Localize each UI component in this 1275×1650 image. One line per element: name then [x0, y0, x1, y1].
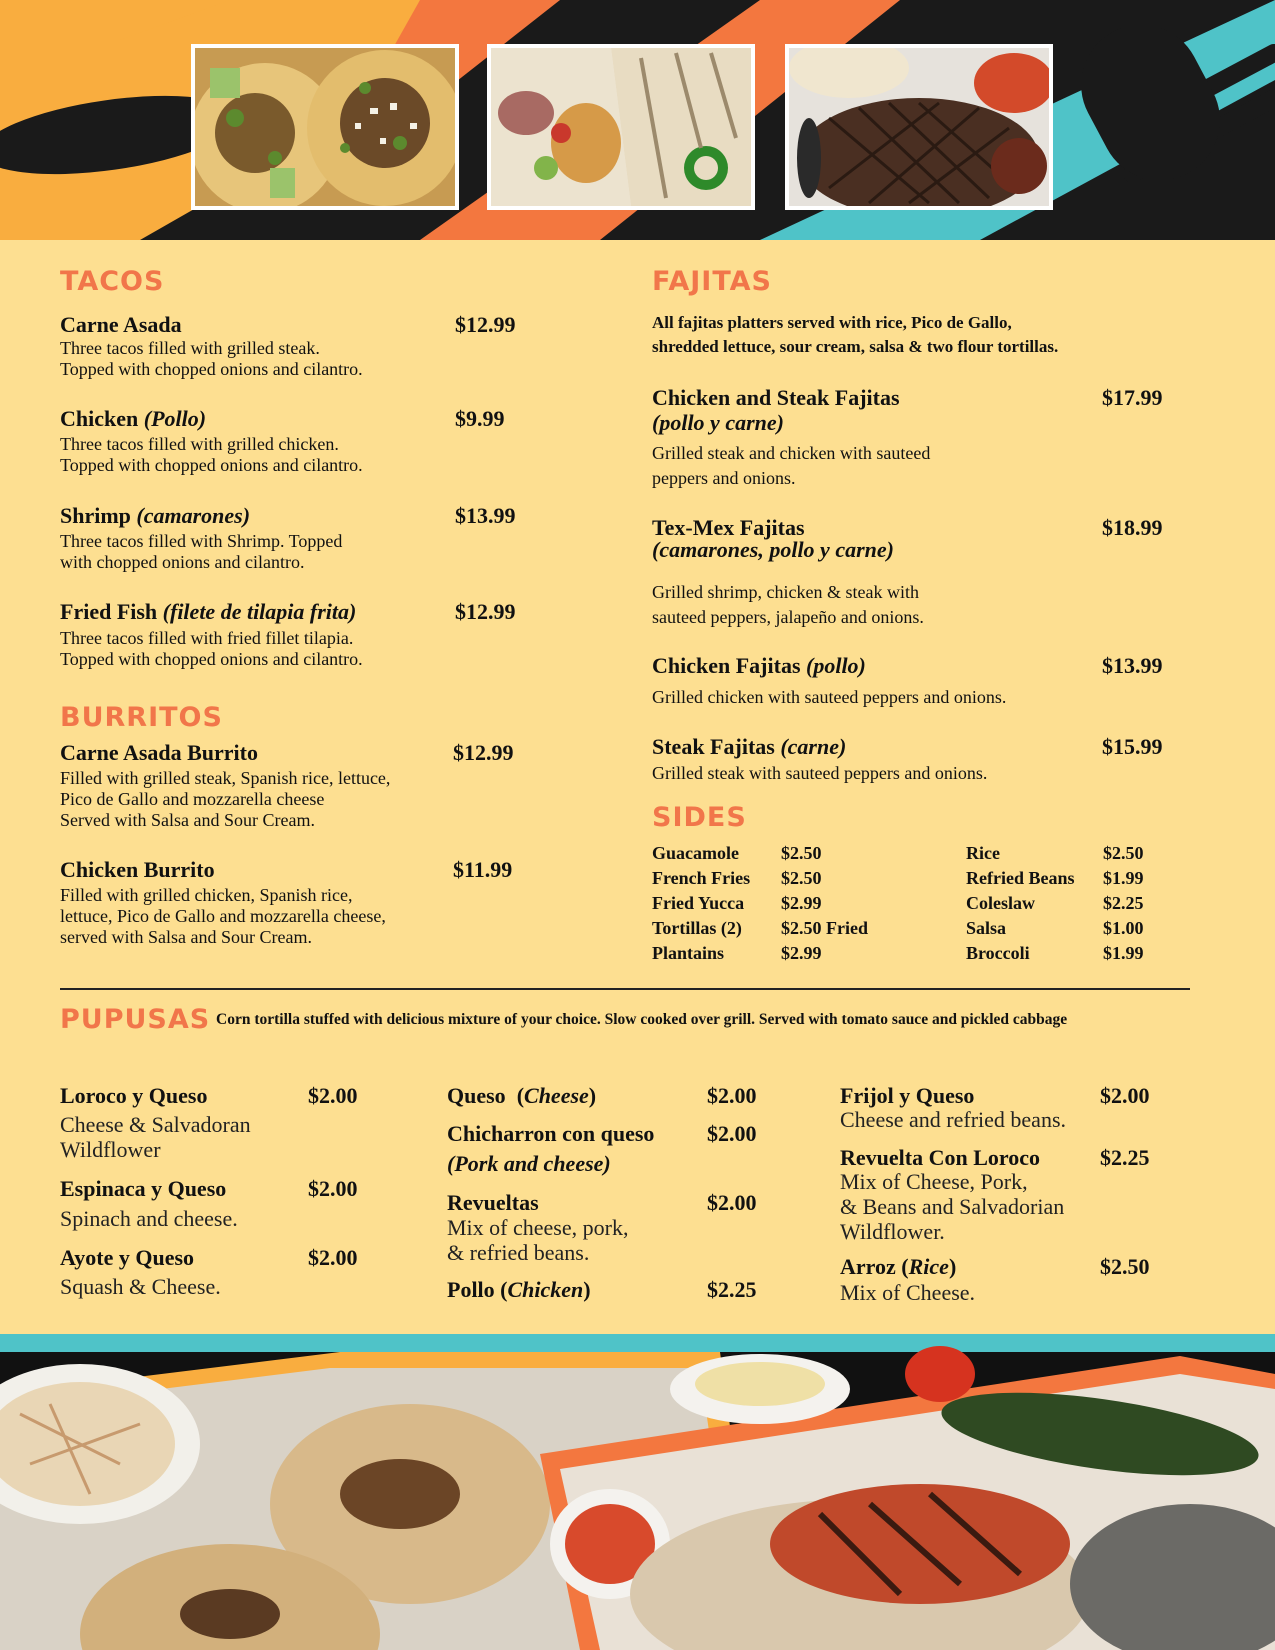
- side-name: Tortillas (2): [652, 918, 742, 938]
- item-name-text: Queso: [447, 1083, 506, 1108]
- side-name: Plantains: [652, 943, 725, 963]
- side-name: Salsa: [966, 918, 1007, 938]
- item-name-text: Shrimp: [60, 503, 131, 528]
- item-description: Mix of Cheese.: [840, 1280, 976, 1305]
- side-name: Refried Beans: [966, 868, 1075, 888]
- pupusas-subtitle: Corn tortilla stuffed with delicious mixture of your choice. Slow cooked over grill. Served with tomato sauce and pickled cabbage: [216, 1011, 1068, 1028]
- item-name: Carne Asada Burrito: [60, 740, 258, 765]
- side-price: $2.99: [781, 943, 822, 963]
- item-price: $17.99: [1102, 385, 1163, 410]
- item-description: Three tacos filled with Shrimp. Topped with chopped onions and cilantro.: [60, 531, 343, 572]
- pupusas-platter-photo: [0, 1334, 1275, 1650]
- item-name: Chicken Burrito: [60, 857, 215, 882]
- item-price: $13.99: [1102, 653, 1163, 678]
- item-name-text: Arroz: [840, 1254, 896, 1279]
- side-price: $2.50 Fried: [781, 918, 868, 938]
- section-divider: [60, 988, 1190, 990]
- item-price: $2.00: [308, 1083, 358, 1108]
- item-price: $2.25: [707, 1277, 757, 1302]
- burritos-title: BURRITOS: [60, 702, 223, 733]
- item-description: Spinach and cheese.: [60, 1206, 238, 1231]
- item-name: Chicharron con queso: [447, 1121, 655, 1146]
- item-name: [652, 653, 866, 679]
- item-name: [60, 406, 206, 432]
- item-price: $2.00: [308, 1245, 358, 1270]
- item-name: Pollo (Chicken): [447, 1277, 591, 1302]
- item-price: $2.00: [707, 1190, 757, 1215]
- item-alt-name: (camarones): [136, 503, 251, 528]
- fajitas-title: FAJITAS: [652, 266, 772, 297]
- item-description: Filled with grilled chicken, Spanish rice, lettuce, Pico de Gallo and mozzarella cheese, served with Salsa and Sour Cream.: [60, 885, 386, 947]
- item-price: $2.00: [1100, 1083, 1150, 1108]
- item-alt-name: (pollo): [806, 653, 866, 678]
- item-name-text: Pollo: [447, 1277, 495, 1302]
- side-name: Guacamole: [652, 843, 739, 863]
- item-name: Tex-Mex Fajitas: [652, 515, 805, 540]
- fajitas-intro: All fajitas platters served with rice, Pico de Gallo, shredded lettuce, sour cream, salsa & two flour tortillas.: [652, 313, 1059, 356]
- item-alt-name: (filete de tilapia frita): [162, 599, 357, 624]
- side-price: $2.25: [1103, 893, 1144, 913]
- item-alt-name: (Pollo): [143, 406, 207, 431]
- item-name: Revueltas: [447, 1190, 539, 1215]
- item-name: Loroco y Queso: [60, 1083, 208, 1108]
- item-name-text: Fried Fish: [60, 599, 158, 624]
- side-name: Coleslaw: [966, 893, 1035, 913]
- item-name: [60, 503, 250, 529]
- item-name-text: Carne Asada: [60, 312, 182, 337]
- item-price: $13.99: [455, 503, 516, 528]
- item-name: Revuelta Con Loroco: [840, 1145, 1041, 1170]
- item-price: $2.00: [707, 1083, 757, 1108]
- item-description: Three tacos filled with grilled steak. Topped with chopped onions and cilantro.: [60, 338, 363, 379]
- item-alt-name: (carne): [780, 734, 847, 759]
- item-price: $2.00: [707, 1121, 757, 1146]
- item-price: $12.99: [455, 599, 516, 624]
- side-price: $1.99: [1103, 943, 1144, 963]
- sides-title: SIDES: [652, 802, 747, 833]
- item-alt-name: Rice: [908, 1254, 949, 1279]
- item-name: Frijol y Queso: [840, 1083, 975, 1108]
- item-description: Three tacos filled with grilled chicken. Topped with chopped onions and cilantro.: [60, 434, 363, 475]
- side-price: $2.50: [781, 843, 822, 863]
- item-price: $9.99: [455, 406, 505, 431]
- item-description: Squash & Cheese.: [60, 1274, 221, 1299]
- item-description: Cheese & Salvadoran Wildflower: [60, 1112, 251, 1162]
- burrito-photo: [487, 44, 755, 210]
- item-description: Grilled chicken with sauteed peppers and onions.: [652, 687, 1007, 707]
- item-alt-name: (Pork and cheese): [447, 1151, 611, 1176]
- item-name: Chicken and Steak Fajitas: [652, 385, 900, 410]
- tacos-photo: [191, 44, 459, 210]
- item-name-text: Chicken: [60, 406, 139, 431]
- side-price: $1.00: [1103, 918, 1144, 938]
- item-description: Three tacos filled with fried fillet tilapia. Topped with chopped onions and cilantro.: [60, 628, 363, 669]
- item-price: $2.00: [308, 1176, 358, 1201]
- item-alt-name: (pollo y carne): [652, 410, 784, 435]
- item-name-text: Steak Fajitas: [652, 734, 775, 759]
- item-name: Queso (Cheese): [447, 1083, 597, 1108]
- item-price: $18.99: [1102, 515, 1163, 540]
- side-name: Rice: [966, 843, 1000, 863]
- item-price: $12.99: [453, 740, 514, 765]
- item-description: Cheese and refried beans.: [840, 1107, 1067, 1132]
- item-price: $2.50: [1100, 1254, 1150, 1279]
- item-description: Mix of Cheese, Pork, & Beans and Salvadorian Wildflower.: [840, 1169, 1065, 1244]
- item-alt-name: Cheese: [524, 1083, 589, 1108]
- side-price: $2.99: [781, 893, 822, 913]
- item-description: Grilled steak and chicken with sauteed peppers and onions.: [652, 443, 931, 488]
- steak-photo: [785, 44, 1053, 210]
- item-name: [60, 312, 182, 338]
- header-banner: [0, 0, 1275, 240]
- pupusas-title: PUPUSAS: [60, 1004, 211, 1035]
- item-price: $12.99: [455, 312, 516, 337]
- item-name: Ayote y Queso: [60, 1245, 195, 1270]
- side-price: $1.99: [1103, 868, 1144, 888]
- item-price: $2.25: [1100, 1145, 1150, 1170]
- item-price: $15.99: [1102, 734, 1163, 759]
- item-name: [652, 734, 846, 760]
- side-name: French Fries: [652, 868, 751, 888]
- item-name-text: Chicken Fajitas: [652, 653, 801, 678]
- item-description: Grilled steak with sauteed peppers and onions.: [652, 763, 988, 783]
- item-price: $11.99: [453, 857, 513, 882]
- item-alt-name: (camarones, pollo y carne): [652, 537, 894, 562]
- side-price: $2.50: [781, 868, 822, 888]
- side-name: Fried Yucca: [652, 893, 745, 913]
- item-description: Grilled shrimp, chicken & steak with sauteed peppers, jalapeño and onions.: [652, 582, 924, 627]
- footer-food-banner: [0, 1334, 1275, 1650]
- item-description: Mix of cheese, pork, & refried beans.: [447, 1215, 629, 1265]
- side-price: $2.50: [1103, 843, 1144, 863]
- side-name: Broccoli: [966, 943, 1030, 963]
- tacos-title: TACOS: [60, 266, 165, 297]
- item-name: [60, 599, 356, 625]
- item-name: Espinaca y Queso: [60, 1176, 227, 1201]
- item-description: Filled with grilled steak, Spanish rice, lettuce, Pico de Gallo and mozzarella cheese Served with Salsa and Sour Cream.: [60, 768, 391, 830]
- item-alt-name: Chicken: [507, 1277, 584, 1302]
- item-name: Arroz (Rice): [840, 1254, 957, 1279]
